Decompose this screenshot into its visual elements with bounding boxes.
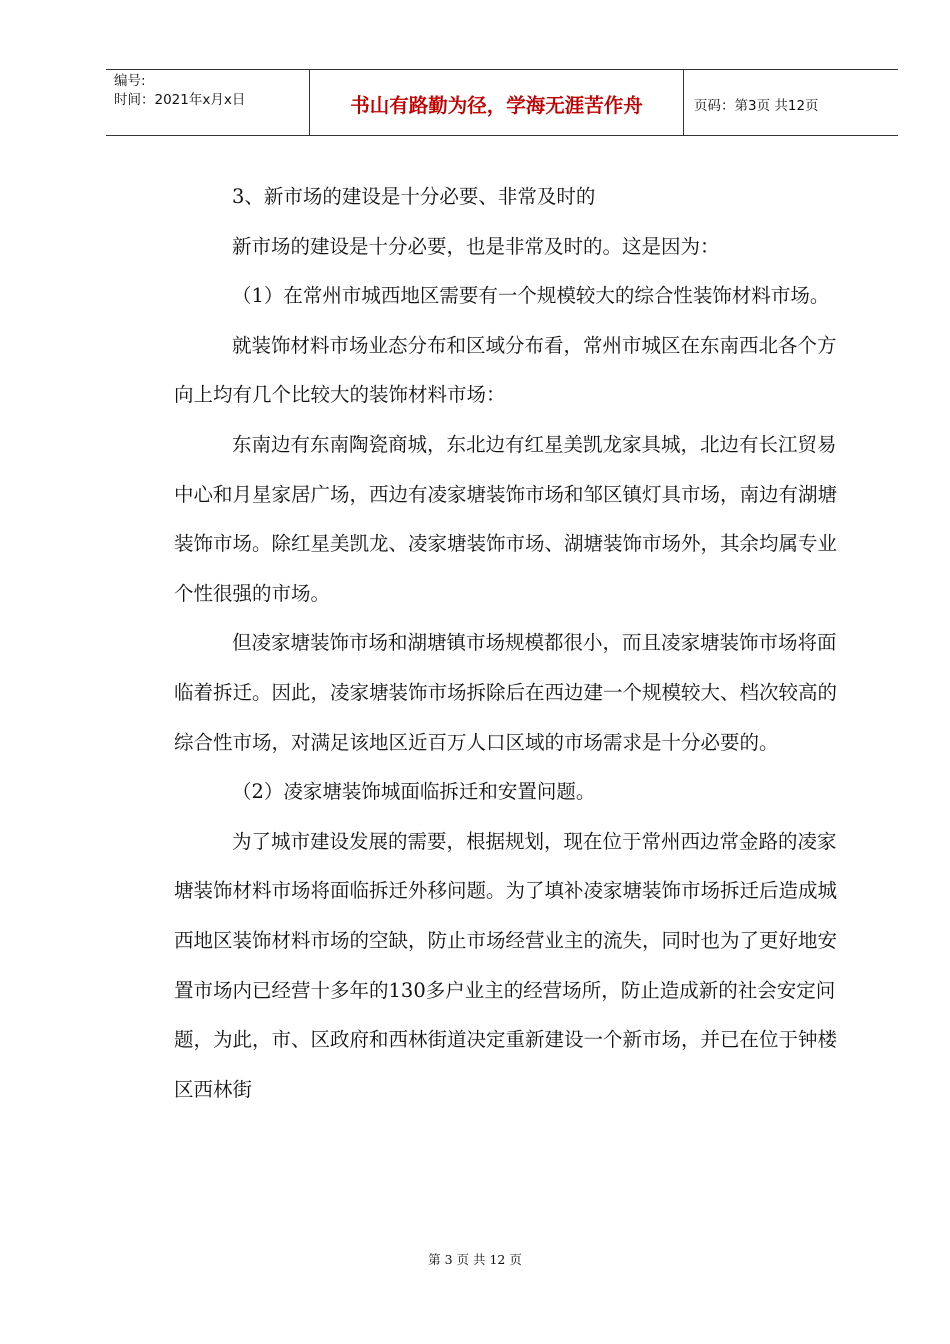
document-date: 时间：2021年x月x日 xyxy=(114,92,246,108)
header-table xyxy=(106,69,898,136)
document-body xyxy=(174,172,842,1114)
section-heading: 3、新市场的建设是十分必要、非常及时的 xyxy=(232,185,596,208)
paragraph: 就装饰材料市场业态分布和区域分布看，常州市城区在东南西北各个方向上均有几个比较大的装饰材料市场： xyxy=(174,333,837,407)
paragraph: 为了城市建设发展的需要，根据规划，现在位于常州西边常金路的凌家塘装饰材料市场将面临拆迁外移问题。为了填补凌家塘装饰市场拆迁后造成城西地区装饰材料市场的空缺，防止市场经营业主的流失，同时也为了更好地安置市场内已经营十多年的130多户业主的经营场所，防止造成新的社会安定问题，为此，市、区政府和西林街道决定重新建设一个新市场，并已在位于钟楼区西林街 xyxy=(174,829,838,1101)
subsection-heading: （1）在常州市城西地区需要有一个规模较大的综合性装饰材料市场。 xyxy=(232,284,830,308)
subsection-heading: （2）凌家塘装饰城面临拆迁和安置问题。 xyxy=(232,780,596,804)
document-number-label: 编号: xyxy=(114,73,146,89)
paragraph: 东南边有东南陶瓷商城，东北边有红星美凯龙家具城，北边有长江贸易中心和月星家居广场，西边有凌家塘装饰市场和邹区镇灯具市场，南边有湖塘装饰市场。除红星美凯龙、凌家塘装饰市场、湖塘装饰市场外，其余均属专业个性很强的市场。 xyxy=(174,432,838,605)
page-footer: 第 3 页 共 12 页 xyxy=(428,1252,522,1267)
header-meta xyxy=(106,70,310,135)
paragraph: 新市场的建设是十分必要，也是非常及时的。这是因为： xyxy=(232,234,720,258)
header-motto: 书山有路勤为径，学海无涯苦作舟 xyxy=(310,70,684,135)
paragraph: 但凌家塘装饰市场和湖塘镇市场规模都很小，而且凌家塘装饰市场将面临着拆迁。因此，凌家塘装饰市场拆除后在西边建一个规模较大、档次较高的综合性市场，对满足该地区近百万人口区域的市场需求是十分必要的。 xyxy=(174,631,838,754)
header-page-info: 页码：第3页 共12页 xyxy=(694,97,819,114)
